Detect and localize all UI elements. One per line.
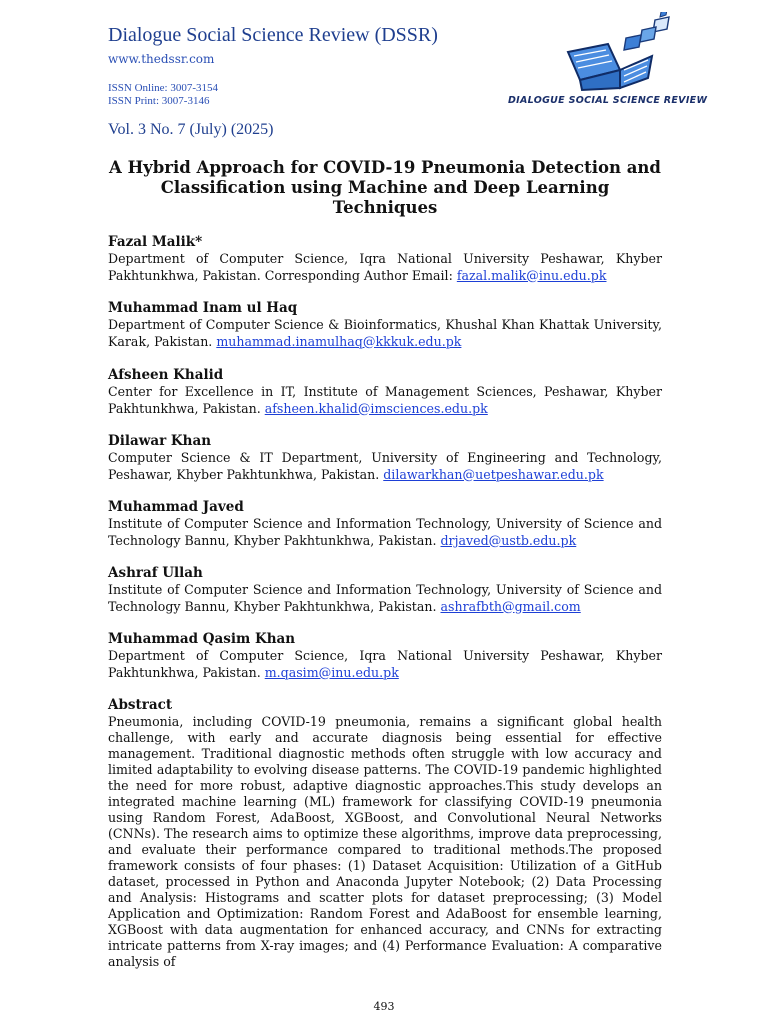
author-affiliation	[108, 251, 662, 284]
author-name: Muhammad Inam ul Haq	[108, 300, 298, 316]
affiliation-text: Institute of Computer Science and Information Technology, University of Science and Technology Bannu, Khyber Pakhtunkhwa, Pakistan.	[108, 516, 662, 548]
author-block	[108, 499, 662, 549]
paper-title: A Hybrid Approach for COVID-19 Pneumonia Detection and Classification using Machine and Deep Learning Techniques	[109, 158, 661, 217]
author-affiliation	[108, 582, 662, 615]
author-name: Fazal Malik*	[108, 234, 203, 250]
author-block	[108, 234, 662, 284]
author-email-link[interactable]: muhammad.inamulhaq@kkkuk.edu.pk	[216, 333, 462, 349]
author-block	[108, 565, 662, 615]
affiliation-text: Institute of Computer Science and Information Technology, University of Science and Technology Bannu, Khyber Pakhtunkhwa, Pakistan.	[108, 582, 662, 614]
author-affiliation	[108, 317, 662, 350]
author-block	[108, 367, 662, 417]
author-name: Muhammad Javed	[108, 499, 244, 515]
volume-issue: Vol. 3 No. 7 (July) (2025)	[108, 121, 274, 138]
abstract-text: Pneumonia, including COVID-19 pneumonia, remains a significant global health challenge, with early and accurate diagnosis being essential for effective management. Traditional diagnostic methods often struggle with low accuracy and limited adaptability to evolving disease patterns. The COVID-19 pandemic highlighted the need for more robust, adaptive diagnostic approaches.This study develops an integrated machine learning (ML) framework for classifying COVID-19 pneumonia using Random Forest, AdaBoost, XGBoost, and Convolutional Neural Networks (CNNs). The research aims to optimize these algorithms, improve data preprocessing, and evaluate their performance compared to traditional methods.The proposed framework consists of four phases: (1) Dataset Acquisition: Utilization of a GitHub dataset, processed in Python and Anaconda Jupyter Notebook; (2) Data Processing and Analysis: Histograms and scatter plots for dataset preprocessing; (3) Model Application and Optimization: Random Forest and AdaBoost for ensemble learning, XGBoost with data augmentation for enhanced accuracy, and CNNs for extracting intricate patterns from X-ray images; and (4) Performance Evaluation: A comparative analysis of	[108, 713, 662, 969]
journal-title: Dialogue Social Science Review (DSSR)	[108, 24, 438, 46]
journal-url-link[interactable]: www.thedssr.com	[108, 52, 215, 66]
author-name: Ashraf Ullah	[108, 565, 203, 581]
author-email-link[interactable]: fazal.malik@inu.edu.pk	[456, 267, 607, 283]
author-name: Muhammad Qasim Khan	[108, 631, 296, 647]
author-name: Afsheen Khalid	[108, 367, 224, 383]
issn-online: ISSN Online: 3007-3154	[108, 82, 218, 94]
affiliation-text: Department of Computer Science, Iqra National University Peshawar, Khyber Pakhtunkhwa, Pakistan.	[108, 648, 662, 680]
logo-pages-icon	[624, 12, 669, 50]
author-name: Dilawar Khan	[108, 433, 212, 449]
affiliation-text: Department of Computer Science, Iqra National University Peshawar, Khyber Pakhtunkhwa, Pakistan. Corresponding Author Email:	[108, 251, 662, 283]
logo-book-icon	[568, 44, 652, 90]
author-email-link[interactable]: m.qasim@inu.edu.pk	[264, 664, 399, 680]
affiliation-text: Computer Science & IT Department, University of Engineering and Technology, Peshawar, Khyber Pakhtunkhwa, Pakistan.	[108, 450, 662, 482]
affiliation-text: Department of Computer Science & Bioinformatics, Khushal Khan Khattak University, Karak, Pakistan.	[108, 317, 662, 349]
author-affiliation	[108, 450, 662, 483]
author-email-link[interactable]: dilawarkhan@uetpeshawar.edu.pk	[383, 466, 604, 482]
author-block	[108, 433, 662, 483]
author-affiliation	[108, 648, 662, 681]
author-affiliation	[108, 516, 662, 549]
author-affiliation	[108, 384, 662, 417]
page-number: 493	[373, 1000, 395, 1013]
issn-print: ISSN Print: 3007-3146	[108, 95, 210, 107]
open-book-logo-icon	[560, 12, 680, 92]
author-email-link[interactable]: drjaved@ustb.edu.pk	[440, 532, 577, 548]
logo-caption: DIALOGUE SOCIAL SCIENCE REVIEW	[508, 95, 708, 106]
author-email-link[interactable]: afsheen.khalid@imsciences.edu.pk	[264, 400, 488, 416]
abstract-section	[108, 697, 662, 970]
abstract-heading: Abstract	[108, 697, 173, 713]
affiliation-text: Center for Excellence in IT, Institute of Management Sciences, Peshawar, Khyber Pakhtunkhwa, Pakistan.	[108, 384, 662, 416]
author-email-link[interactable]: ashrafbth@gmail.com	[440, 598, 581, 614]
author-block	[108, 300, 662, 350]
author-block	[108, 631, 662, 681]
